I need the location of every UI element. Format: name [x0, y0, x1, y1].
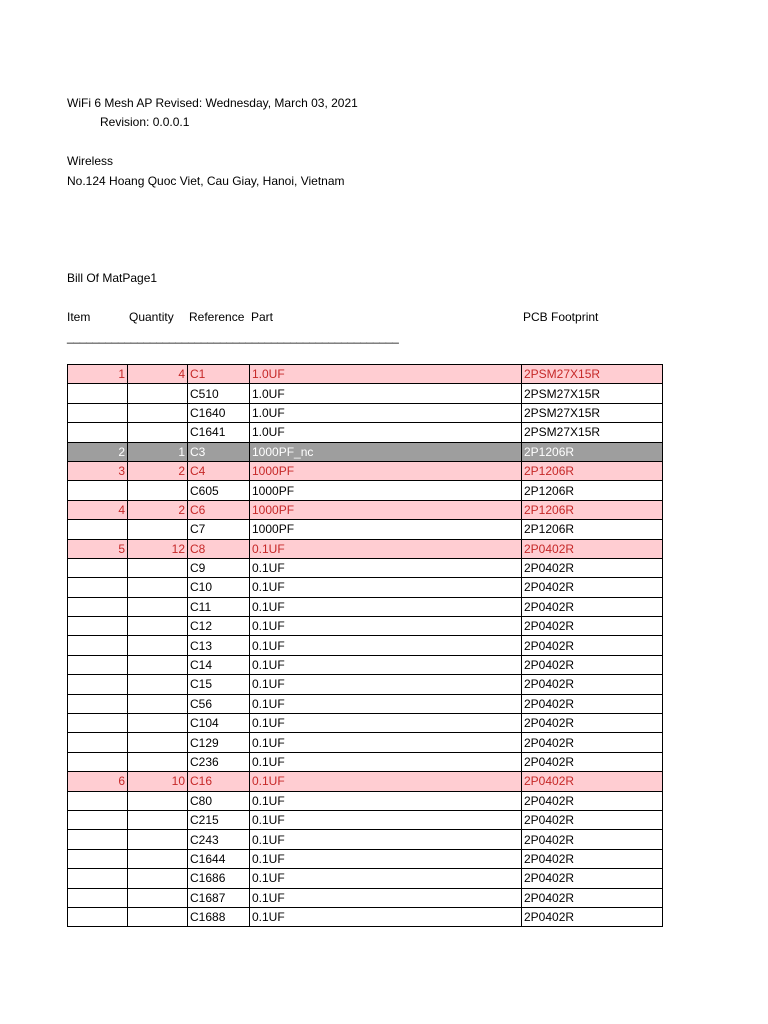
reference-cell: C129 — [188, 733, 250, 752]
company-address: No.124 Hoang Quoc Viet, Cau Giay, Hanoi, Vietnam — [67, 174, 345, 188]
part-cell: 0.1UF — [250, 655, 522, 674]
reference-cell: C80 — [188, 791, 250, 810]
table-row — [68, 752, 663, 771]
reference-cell: C1688 — [188, 907, 250, 926]
item-cell — [68, 694, 128, 713]
part-cell: 1.0UF — [250, 365, 522, 384]
footprint-cell: 2P0402R — [522, 849, 663, 868]
part-cell: 0.1UF — [250, 694, 522, 713]
item-cell — [68, 888, 128, 907]
quantity-cell — [128, 791, 188, 810]
table-row — [68, 849, 663, 868]
part-cell: 1000PF — [250, 461, 522, 480]
quantity-cell — [128, 481, 188, 500]
reference-cell: C605 — [188, 481, 250, 500]
quantity-cell — [128, 384, 188, 403]
table-row — [68, 655, 663, 674]
quantity-cell — [128, 810, 188, 829]
reference-cell: C1640 — [188, 403, 250, 422]
item-cell — [68, 907, 128, 926]
quantity-cell — [128, 752, 188, 771]
item-cell — [68, 636, 128, 655]
part-cell: 1.0UF — [250, 384, 522, 403]
part-cell: 0.1UF — [250, 888, 522, 907]
quantity-cell — [128, 694, 188, 713]
item-cell — [68, 558, 128, 577]
footprint-cell: 2P0402R — [522, 539, 663, 558]
quantity-cell: 1 — [128, 442, 188, 461]
quantity-cell — [128, 888, 188, 907]
quantity-cell — [128, 869, 188, 888]
column-header-footprint: PCB Footprint — [523, 310, 599, 324]
footprint-cell: 2P1206R — [522, 500, 663, 519]
table-row — [68, 597, 663, 616]
item-cell: 5 — [68, 539, 128, 558]
footprint-cell: 2PSM27X15R — [522, 403, 663, 422]
item-cell — [68, 384, 128, 403]
quantity-cell: 2 — [128, 500, 188, 519]
footprint-cell: 2P0402R — [522, 752, 663, 771]
reference-cell: C215 — [188, 810, 250, 829]
footprint-cell: 2P1206R — [522, 481, 663, 500]
item-cell — [68, 714, 128, 733]
part-cell: 0.1UF — [250, 869, 522, 888]
reference-cell: C4 — [188, 461, 250, 480]
reference-cell: C9 — [188, 558, 250, 577]
item-cell: 2 — [68, 442, 128, 461]
quantity-cell: 2 — [128, 461, 188, 480]
bom-table-body — [68, 365, 663, 927]
part-cell: 1.0UF — [250, 403, 522, 422]
item-cell — [68, 869, 128, 888]
revision-label: Revision: 0.0.0.1 — [100, 115, 190, 129]
reference-cell: C10 — [188, 578, 250, 597]
table-row — [68, 694, 663, 713]
footprint-cell: 2PSM27X15R — [522, 384, 663, 403]
reference-cell: C14 — [188, 655, 250, 674]
table-row — [68, 636, 663, 655]
reference-cell: C1 — [188, 365, 250, 384]
item-cell: 6 — [68, 772, 128, 791]
part-cell: 0.1UF — [250, 578, 522, 597]
column-header-quantity: Quantity — [129, 310, 174, 324]
footprint-cell: 2P1206R — [522, 520, 663, 539]
quantity-cell: 4 — [128, 365, 188, 384]
quantity-cell — [128, 733, 188, 752]
quantity-cell — [128, 675, 188, 694]
table-row — [68, 791, 663, 810]
footprint-cell: 2P0402R — [522, 733, 663, 752]
reference-cell: C1641 — [188, 423, 250, 442]
footprint-cell: 2P0402R — [522, 597, 663, 616]
item-cell — [68, 752, 128, 771]
table-row — [68, 714, 663, 733]
quantity-cell — [128, 597, 188, 616]
quantity-cell — [128, 849, 188, 868]
footprint-cell: 2P0402R — [522, 888, 663, 907]
footprint-cell: 2P0402R — [522, 617, 663, 636]
item-cell — [68, 403, 128, 422]
quantity-cell: 12 — [128, 539, 188, 558]
reference-cell: C104 — [188, 714, 250, 733]
table-row — [68, 869, 663, 888]
part-cell: 0.1UF — [250, 558, 522, 577]
part-cell: 0.1UF — [250, 636, 522, 655]
reference-cell: C12 — [188, 617, 250, 636]
column-header-reference: Reference — [189, 310, 245, 324]
quantity-cell — [128, 578, 188, 597]
footprint-cell: 2P1206R — [522, 461, 663, 480]
footprint-cell: 2P0402R — [522, 558, 663, 577]
item-cell — [68, 675, 128, 694]
table-row — [68, 772, 663, 791]
part-cell: 1000PF — [250, 481, 522, 500]
item-cell — [68, 849, 128, 868]
footprint-cell: 2PSM27X15R — [522, 423, 663, 442]
footprint-cell: 2P0402R — [522, 655, 663, 674]
quantity-cell — [128, 423, 188, 442]
part-cell: 0.1UF — [250, 733, 522, 752]
reference-cell: C13 — [188, 636, 250, 655]
table-row — [68, 481, 663, 500]
quantity-cell — [128, 655, 188, 674]
item-cell — [68, 597, 128, 616]
table-row — [68, 384, 663, 403]
item-cell: 1 — [68, 365, 128, 384]
table-row — [68, 810, 663, 829]
table-row — [68, 520, 663, 539]
reference-cell: C1686 — [188, 869, 250, 888]
item-cell — [68, 810, 128, 829]
part-cell: 1.0UF — [250, 423, 522, 442]
reference-cell: C1687 — [188, 888, 250, 907]
part-cell: 0.1UF — [250, 907, 522, 926]
footprint-cell: 2P0402R — [522, 694, 663, 713]
footprint-cell: 2P0402R — [522, 772, 663, 791]
table-row — [68, 830, 663, 849]
column-header-part: Part — [251, 310, 274, 324]
part-cell: 0.1UF — [250, 714, 522, 733]
part-cell: 0.1UF — [250, 849, 522, 868]
reference-cell: C6 — [188, 500, 250, 519]
footprint-cell: 2P0402R — [522, 578, 663, 597]
quantity-cell — [128, 558, 188, 577]
part-cell: 0.1UF — [250, 830, 522, 849]
footprint-cell: 2P0402R — [522, 869, 663, 888]
header-underline: ____________________________________________________ — [67, 330, 399, 344]
part-cell: 1000PF — [250, 520, 522, 539]
bom-table — [67, 364, 663, 927]
company-name: Wireless — [67, 154, 114, 168]
reference-cell: C510 — [188, 384, 250, 403]
reference-cell: C7 — [188, 520, 250, 539]
reference-cell: C1644 — [188, 849, 250, 868]
part-cell: 0.1UF — [250, 791, 522, 810]
item-cell — [68, 520, 128, 539]
part-cell: 1000PF — [250, 500, 522, 519]
part-cell: 0.1UF — [250, 752, 522, 771]
item-cell — [68, 481, 128, 500]
quantity-cell — [128, 520, 188, 539]
quantity-cell — [128, 636, 188, 655]
item-cell: 3 — [68, 461, 128, 480]
footprint-cell: 2P0402R — [522, 675, 663, 694]
footprint-cell: 2P0402R — [522, 907, 663, 926]
quantity-cell — [128, 830, 188, 849]
reference-cell: C15 — [188, 675, 250, 694]
table-row — [68, 617, 663, 636]
reference-cell: C243 — [188, 830, 250, 849]
quantity-cell — [128, 403, 188, 422]
document-title: WiFi 6 Mesh AP Revised: Wednesday, March 03, 2021 — [67, 96, 358, 110]
table-row — [68, 423, 663, 442]
table-row — [68, 733, 663, 752]
reference-cell: C236 — [188, 752, 250, 771]
reference-cell: C56 — [188, 694, 250, 713]
part-cell: 0.1UF — [250, 772, 522, 791]
item-cell — [68, 830, 128, 849]
part-cell: 0.1UF — [250, 675, 522, 694]
footprint-cell: 2P0402R — [522, 791, 663, 810]
quantity-cell — [128, 617, 188, 636]
part-cell: 1000PF_nc — [250, 442, 522, 461]
bom-title: Bill Of MatPage1 — [67, 271, 158, 285]
footprint-cell: 2P1206R — [522, 442, 663, 461]
footprint-cell: 2P0402R — [522, 714, 663, 733]
reference-cell: C16 — [188, 772, 250, 791]
footprint-cell: 2PSM27X15R — [522, 365, 663, 384]
item-cell — [68, 791, 128, 810]
item-cell — [68, 617, 128, 636]
part-cell: 0.1UF — [250, 597, 522, 616]
footprint-cell: 2P0402R — [522, 810, 663, 829]
table-row — [68, 675, 663, 694]
part-cell: 0.1UF — [250, 810, 522, 829]
reference-cell: C8 — [188, 539, 250, 558]
table-row — [68, 539, 663, 558]
table-row — [68, 907, 663, 926]
table-row — [68, 578, 663, 597]
table-row — [68, 558, 663, 577]
quantity-cell — [128, 907, 188, 926]
part-cell: 0.1UF — [250, 539, 522, 558]
table-row — [68, 888, 663, 907]
item-cell — [68, 578, 128, 597]
footprint-cell: 2P0402R — [522, 636, 663, 655]
quantity-cell: 10 — [128, 772, 188, 791]
reference-cell: C11 — [188, 597, 250, 616]
table-row — [68, 442, 663, 461]
table-row — [68, 461, 663, 480]
table-row — [68, 403, 663, 422]
item-cell — [68, 655, 128, 674]
footprint-cell: 2P0402R — [522, 830, 663, 849]
part-cell: 0.1UF — [250, 617, 522, 636]
column-header-item: Item — [67, 310, 91, 324]
item-cell — [68, 733, 128, 752]
quantity-cell — [128, 714, 188, 733]
table-row — [68, 365, 663, 384]
item-cell — [68, 423, 128, 442]
table-row — [68, 500, 663, 519]
reference-cell: C3 — [188, 442, 250, 461]
item-cell: 4 — [68, 500, 128, 519]
